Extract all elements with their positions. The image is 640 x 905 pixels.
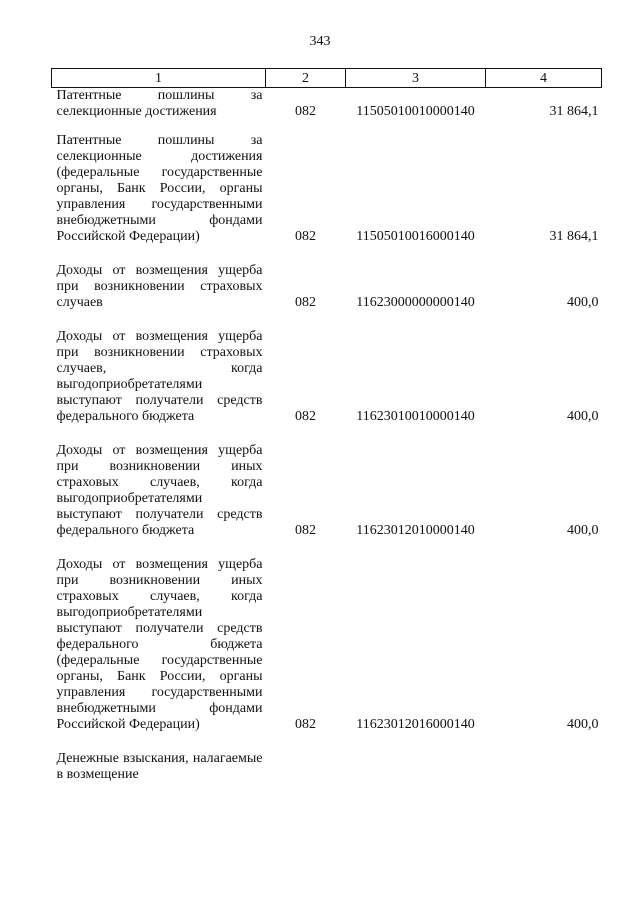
- row-amount: 400,0: [567, 523, 599, 538]
- row-amount: 31 864,1: [549, 229, 599, 244]
- header-col-1: 1: [52, 69, 266, 88]
- table-row: [52, 443, 602, 557]
- table-row: [52, 751, 602, 783]
- page-number: 343: [309, 34, 331, 49]
- table-row: [52, 133, 602, 263]
- row-admin-code: 082: [295, 523, 316, 538]
- table-row: [52, 88, 602, 134]
- row-amount: 31 864,1: [549, 104, 599, 119]
- table-row: [52, 263, 602, 329]
- header-col-3: 3: [346, 69, 486, 88]
- row-amount: 400,0: [567, 717, 599, 732]
- row-admin-code: 082: [295, 104, 316, 119]
- row-admin-code: 082: [295, 295, 316, 310]
- table-body: [52, 88, 602, 784]
- row-admin-code: 082: [295, 229, 316, 244]
- table-row: [52, 329, 602, 443]
- row-admin-code: 082: [295, 717, 316, 732]
- table-row: [52, 557, 602, 751]
- revenue-table: [51, 68, 602, 783]
- row-kbk-code: 11623012016000140: [356, 717, 475, 732]
- row-description: Доходы от возмещения ущерба при возникновении иных страховых случаев, когда выгодоприобретателями выступают получатели средств федерального бюджета (федеральные государственные органы, Банк России, органы управления государственными внебюджетными фондами Российской Федерации): [56, 557, 263, 732]
- row-admin-code: 082: [295, 409, 316, 424]
- row-kbk-code: 11623000000000140: [356, 295, 475, 310]
- row-description: Доходы от возмещения ущерба при возникновении страховых случаев: [56, 263, 263, 310]
- header-col-2: 2: [266, 69, 346, 88]
- table-header: [52, 69, 602, 88]
- row-description: Доходы от возмещения ущерба при возникновении страховых случаев, когда выгодоприобретателями выступают получатели средств федерального бюджета: [56, 329, 263, 424]
- row-amount: 400,0: [567, 409, 599, 424]
- row-kbk-code: 11505010016000140: [356, 229, 475, 244]
- row-kbk-code: 11505010010000140: [356, 104, 475, 119]
- header-row: [52, 69, 602, 88]
- row-amount: [486, 751, 602, 783]
- row-admin-code: [266, 751, 346, 783]
- row-amount: 400,0: [567, 295, 599, 310]
- row-kbk-code: 11623010010000140: [356, 409, 475, 424]
- row-description: Патентные пошлины за селекционные достижения: [56, 88, 263, 119]
- row-description: Патентные пошлины за селекционные достижения (федеральные государственные органы, Банк России, органы управления государственными внебюджетными фондами Российской Федерации): [56, 133, 263, 244]
- header-col-4: 4: [486, 69, 602, 88]
- row-kbk-code: 11623012010000140: [356, 523, 475, 538]
- row-kbk-code: [346, 751, 486, 783]
- row-description: Доходы от возмещения ущерба при возникновении иных страховых случаев, когда выгодоприобретателями выступают получатели средств федерального бюджета: [56, 443, 263, 538]
- row-description: Денежные взыскания, налагаемые в возмещение: [56, 751, 263, 782]
